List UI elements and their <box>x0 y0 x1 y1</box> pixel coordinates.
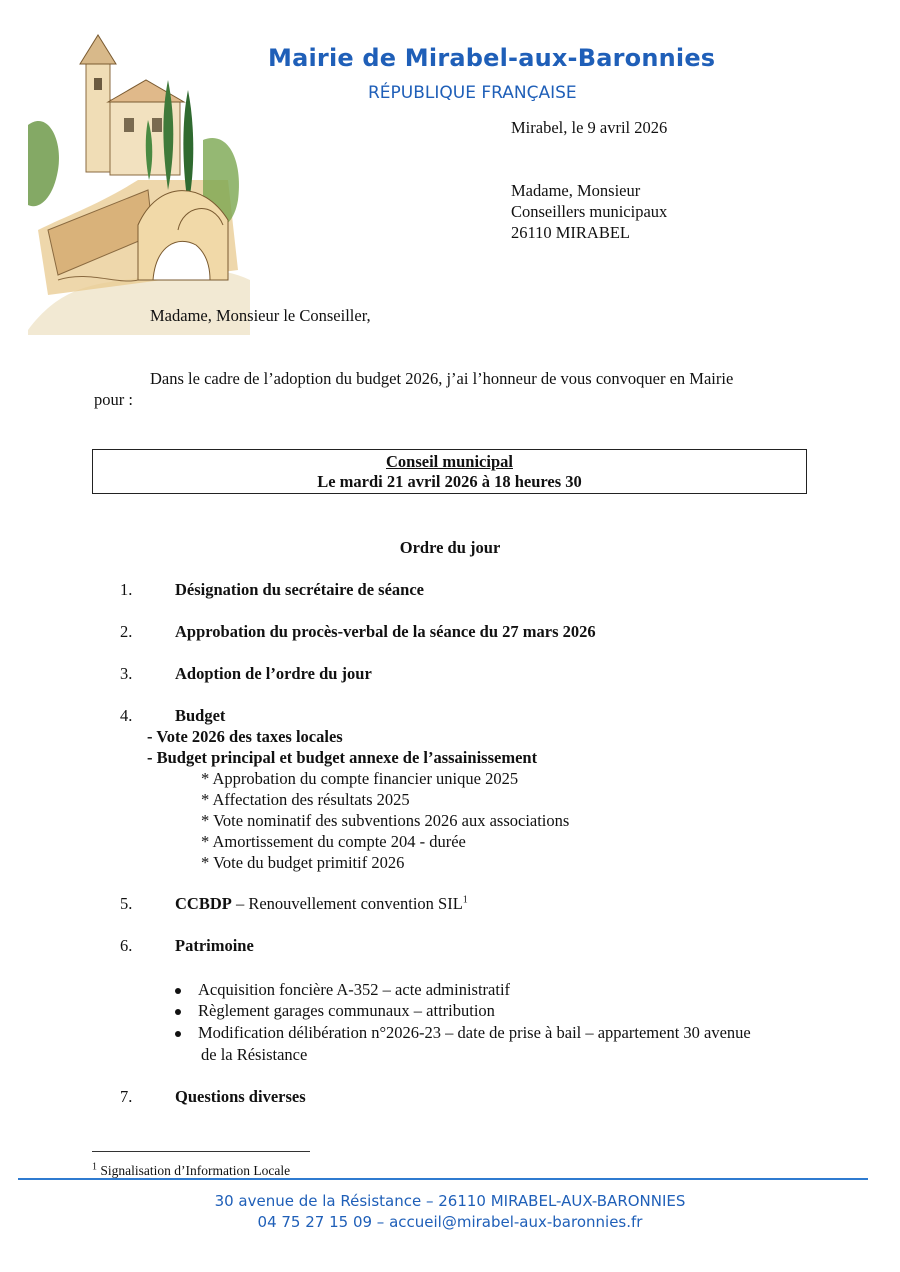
item-label: Budget <box>175 706 226 725</box>
footnote-divider <box>92 1151 310 1152</box>
patrimoine-bullet: Modification délibération n°2026-23 – date de prise à bail – appartement 30 avenue <box>175 1022 751 1043</box>
salutation: Madame, Monsieur le Conseiller, <box>150 306 371 325</box>
item-number: 2. <box>120 622 133 641</box>
recipient-line: Conseillers municipaux <box>511 202 668 221</box>
item-label: Questions diverses <box>175 1087 306 1106</box>
budget-subitem: * Vote nominatif des subventions 2026 aux associations <box>201 811 570 830</box>
patrimoine-bullet-continued: de la Résistance <box>201 1045 308 1064</box>
footer-divider <box>18 1178 868 1180</box>
recipient-line: Madame, Monsieur <box>511 181 641 200</box>
meeting-datetime: Le mardi 21 avril 2026 à 18 heures 30 <box>317 472 582 491</box>
republique-subtitle: RÉPUBLIQUE FRANÇAISE <box>368 83 577 103</box>
patrimoine-bullet: Acquisition foncière A-352 – acte administratif <box>175 979 510 1000</box>
item-number: 6. <box>120 936 133 955</box>
budget-subitem: * Vote du budget primitif 2026 <box>201 853 405 872</box>
footnote-text: Signalisation d’Information Locale <box>100 1163 291 1178</box>
item-label: Désignation du secrétaire de séance <box>175 580 424 599</box>
meeting-box <box>92 449 807 494</box>
footnote-ref: 1 <box>462 894 468 906</box>
item-label: Patrimoine <box>175 936 254 955</box>
agenda-item-4 <box>120 705 225 726</box>
item-detail: – Renouvellement convention SIL <box>231 894 463 913</box>
item-number: 3. <box>120 664 133 683</box>
recipient-line: 26110 MIRABEL <box>511 223 631 242</box>
intro-line-1: Dans le cadre de l’adoption du budget 2026, j’ai l’honneur de vous convoquer en Mairie <box>150 369 734 388</box>
budget-subitem: * Amortissement du compte 204 - durée <box>201 832 466 851</box>
item-number: 4. <box>120 706 133 725</box>
item-number: 1. <box>120 580 133 599</box>
footer-contact: 04 75 27 15 09 – accueil@mirabel-aux-baronnies.fr <box>257 1213 643 1231</box>
mairie-title: Mairie de Mirabel-aux-Baronnies <box>268 44 716 72</box>
agenda-item-5 <box>120 893 468 914</box>
bullet-icon <box>175 1009 181 1015</box>
budget-subitem: * Approbation du compte financier unique 2025 <box>201 769 519 788</box>
budget-subitem: * Affectation des résultats 2025 <box>201 790 410 809</box>
recipient-block <box>511 180 667 243</box>
agenda-item-3 <box>120 663 372 684</box>
agenda-item-1 <box>120 579 424 600</box>
item-label: Approbation du procès-verbal de la séance du 27 mars 2026 <box>175 622 596 641</box>
budget-subhead: - Budget principal et budget annexe de l’assainissement <box>147 748 538 767</box>
patrimoine-bullet: Règlement garages communaux – attribution <box>175 1000 495 1021</box>
item-label: CCBDP <box>175 894 232 913</box>
item-number: 5. <box>120 894 133 913</box>
item-label: Adoption de l’ordre du jour <box>175 664 372 683</box>
agenda-item-6 <box>120 935 254 956</box>
date-line: Mirabel, le 9 avril 2026 <box>511 118 668 137</box>
agenda-item-7 <box>120 1086 306 1107</box>
village-illustration <box>28 30 250 335</box>
budget-subhead: - Vote 2026 des taxes locales <box>147 727 343 746</box>
agenda-item-2 <box>120 621 596 642</box>
agenda-heading: Ordre du jour <box>399 538 501 557</box>
meeting-title: Conseil municipal <box>386 452 513 471</box>
bullet-icon <box>175 1031 181 1037</box>
intro-line-2: pour : <box>94 390 133 409</box>
footnote-number: 1 <box>92 1161 97 1173</box>
footer-address: 30 avenue de la Résistance – 26110 MIRABEL-AUX-BARONNIES <box>214 1192 686 1210</box>
item-number: 7. <box>120 1087 133 1106</box>
bullet-icon <box>175 988 181 994</box>
